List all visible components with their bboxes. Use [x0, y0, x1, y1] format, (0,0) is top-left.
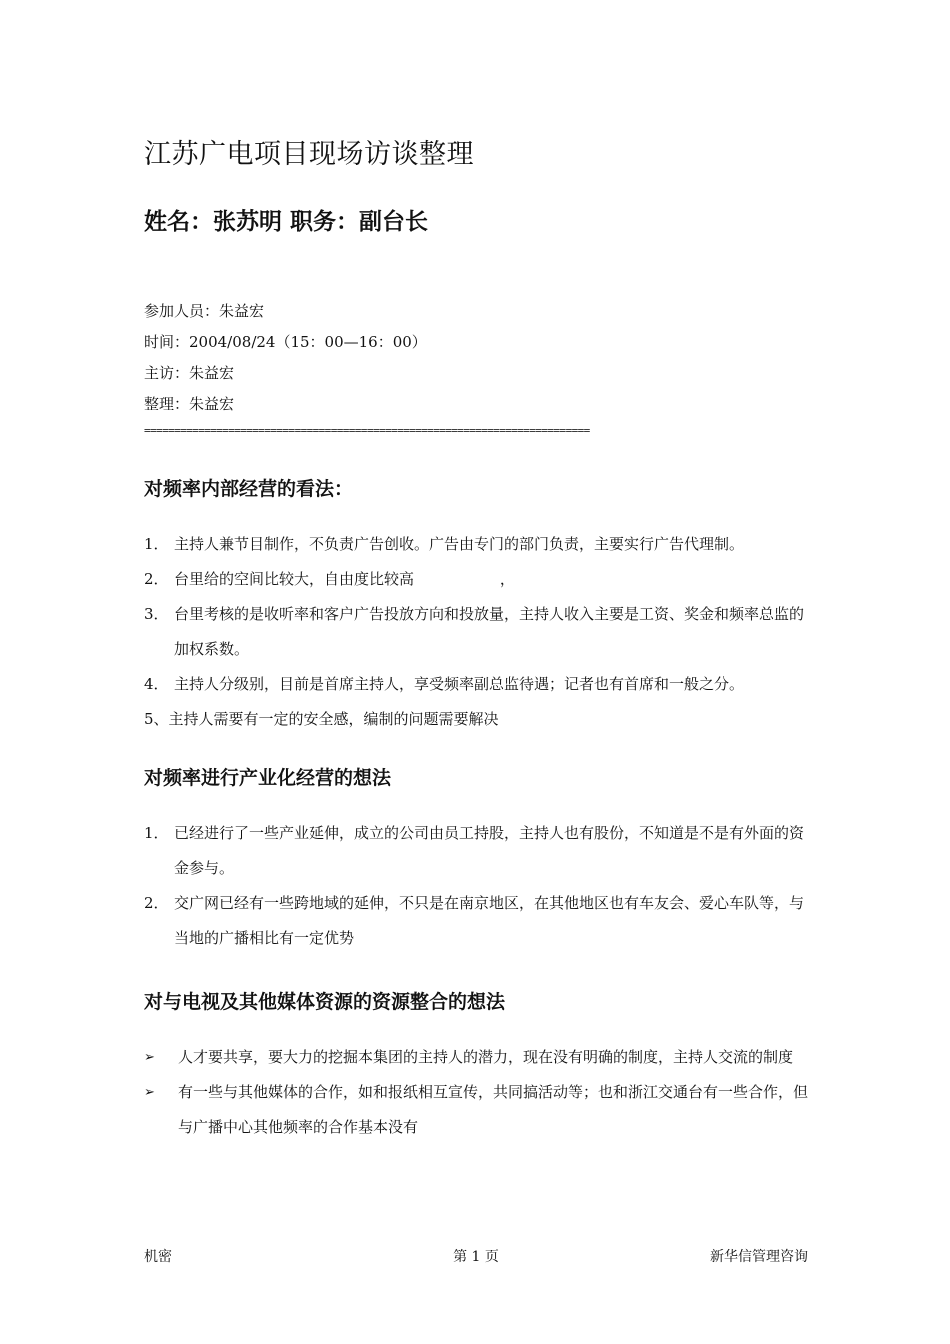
- item-text: 主持人兼节目制作，不负责广告创收。广告由专门的部门负责，主要实行广告代理制。: [174, 535, 745, 553]
- list-item: [144, 1040, 808, 1075]
- document-title: 江苏广电项目现场访谈整理: [144, 139, 474, 170]
- participants-line: 参加人员：朱益宏: [144, 302, 265, 320]
- footer-company: 新华信管理咨询: [710, 1249, 808, 1265]
- item-text: 台里考核的是收听率和客户广告投放方向和投放量，主持人收入主要是工资、奖金和频率总监的加权系数。: [174, 605, 805, 658]
- item-number: 1．: [144, 824, 169, 842]
- interviewee-line: 姓名：张苏明 职务：副台长: [144, 209, 429, 235]
- industrialization-list: [144, 816, 808, 956]
- arrow-bullet-icon: ➢: [144, 1050, 155, 1065]
- item-number: 3．: [144, 605, 169, 623]
- section-heading-resource-integration: 对与电视及其他媒体资源的资源整合的想法: [144, 991, 506, 1013]
- list-item: [144, 667, 808, 702]
- list-item: [144, 816, 808, 886]
- resource-integration-list: [144, 1040, 808, 1145]
- organizer-line: 整理：朱益宏: [144, 395, 235, 413]
- internal-operation-list: [144, 527, 808, 737]
- list-item: [144, 597, 808, 667]
- item-number: 2．: [144, 570, 169, 588]
- section-heading-industrialization: 对频率进行产业化经营的想法: [144, 767, 392, 789]
- section-heading-internal-operation: 对频率内部经营的看法：: [144, 478, 354, 500]
- list-item: [144, 886, 808, 956]
- item-number: 1．: [144, 535, 169, 553]
- item-text: 交广网已经有一些跨地域的延伸，不只是在南京地区，在其他地区也有车友会、爱心车队等，与当地的广播相比有一定优势: [174, 894, 805, 947]
- item-text: 5、主持人需要有一定的安全感，编制的问题需要解决: [144, 710, 499, 728]
- item-text: 台里给的空间比较大，自由度比较高 ，: [174, 570, 515, 588]
- separator-line: ==========================================================================: [144, 424, 590, 437]
- list-item: [144, 1075, 808, 1145]
- interviewer-line: 主访：朱益宏: [144, 364, 235, 382]
- list-item: [144, 702, 808, 737]
- item-text: 已经进行了一些产业延伸，成立的公司由员工持股，主持人也有股份，不知道是不是有外面的资金参与。: [174, 824, 805, 877]
- item-text: 主持人分级别，目前是首席主持人，享受频率副总监待遇；记者也有首席和一般之分。: [174, 675, 745, 693]
- meeting-info: [144, 296, 427, 420]
- item-number: 2．: [144, 894, 169, 912]
- list-item: [144, 527, 808, 562]
- item-text: 有一些与其他媒体的合作，如和报纸相互宣传，共同搞活动等；也和浙江交通台有一些合作，但与广播中心其他频率的合作基本没有: [178, 1083, 809, 1136]
- list-item: [144, 562, 808, 597]
- item-text: 人才要共享，要大力的挖掘本集团的主持人的潜力，现在没有明确的制度，主持人交流的制度: [178, 1048, 794, 1066]
- item-number: 4．: [144, 675, 169, 693]
- footer-page-number: 第 1 页: [453, 1249, 499, 1265]
- arrow-bullet-icon: ➢: [144, 1085, 155, 1100]
- footer-confidential: 机密: [144, 1249, 172, 1265]
- time-line: 时间：2004/08/24（15：00—16：00）: [144, 333, 427, 351]
